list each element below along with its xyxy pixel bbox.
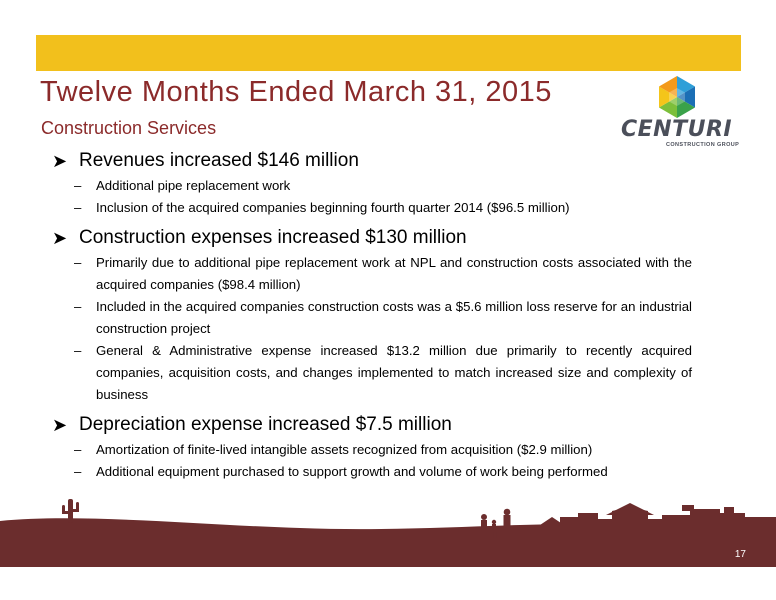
sub-bullet-text: Primarily due to additional pipe replacement work at NPL and construction costs associated with the acquired companies ($98.4 million): [96, 255, 692, 292]
dash-icon: –: [74, 299, 82, 314]
sub-bullet: [52, 340, 692, 406]
slide-title: Twelve Months Ended March 31, 2015: [40, 76, 552, 108]
arrow-bullet-icon: ➤: [52, 151, 68, 171]
bullet-content: [52, 148, 692, 489]
sub-bullet-text: Inclusion of the acquired companies beginning fourth quarter 2014 ($96.5 million): [96, 200, 570, 215]
bullet-heading: [52, 148, 692, 174]
section-revenues: [52, 148, 692, 219]
dash-icon: –: [74, 178, 82, 193]
sub-bullet: [52, 296, 692, 340]
sub-bullet: [52, 439, 692, 461]
sub-bullet: [52, 175, 692, 197]
heading-text: Revenues increased $146 million: [79, 150, 359, 171]
sub-bullet-text: Included in the acquired companies construction costs was a $5.6 million loss reserve for an industrial construction project: [96, 299, 692, 336]
arrow-bullet-icon: ➤: [52, 228, 68, 248]
header-accent-band: [36, 35, 741, 71]
sub-bullet: [52, 252, 692, 296]
dash-icon: –: [74, 442, 82, 457]
arrow-bullet-icon: ➤: [52, 415, 68, 435]
desert-skyline-footer: [0, 495, 776, 567]
logo-tagline: CONSTRUCTION GROUP: [666, 142, 740, 148]
dash-icon: –: [74, 200, 82, 215]
bullet-heading: [52, 225, 692, 251]
page-number: 17: [734, 549, 746, 560]
dash-icon: –: [74, 255, 82, 270]
slide-subtitle: Construction Services: [41, 118, 217, 138]
sub-bullet-text: Amortization of finite-lived intangible assets recognized from acquisition ($2.9 million): [96, 442, 593, 457]
sub-bullet-text: General & Administrative expense increased $13.2 million due primarily to recently acquired companies, acquisition costs, and changes implemented to match increased size and complexity of business: [96, 343, 692, 402]
dash-icon: –: [74, 343, 82, 358]
section-depreciation: [52, 412, 692, 483]
section-construction-expenses: [52, 225, 692, 406]
heading-text: Depreciation expense increased $7.5 million: [79, 414, 452, 435]
sub-bullet-text: Additional equipment purchased to support growth and volume of work being performed: [96, 464, 608, 479]
logo-wordmark: CENTURI: [621, 117, 733, 142]
heading-text: Construction expenses increased $130 million: [79, 227, 467, 248]
sub-bullet: [52, 197, 692, 219]
sub-bullet: [52, 461, 692, 483]
dash-icon: –: [74, 464, 82, 479]
sub-bullet-text: Additional pipe replacement work: [96, 178, 291, 193]
bullet-heading: [52, 412, 692, 438]
